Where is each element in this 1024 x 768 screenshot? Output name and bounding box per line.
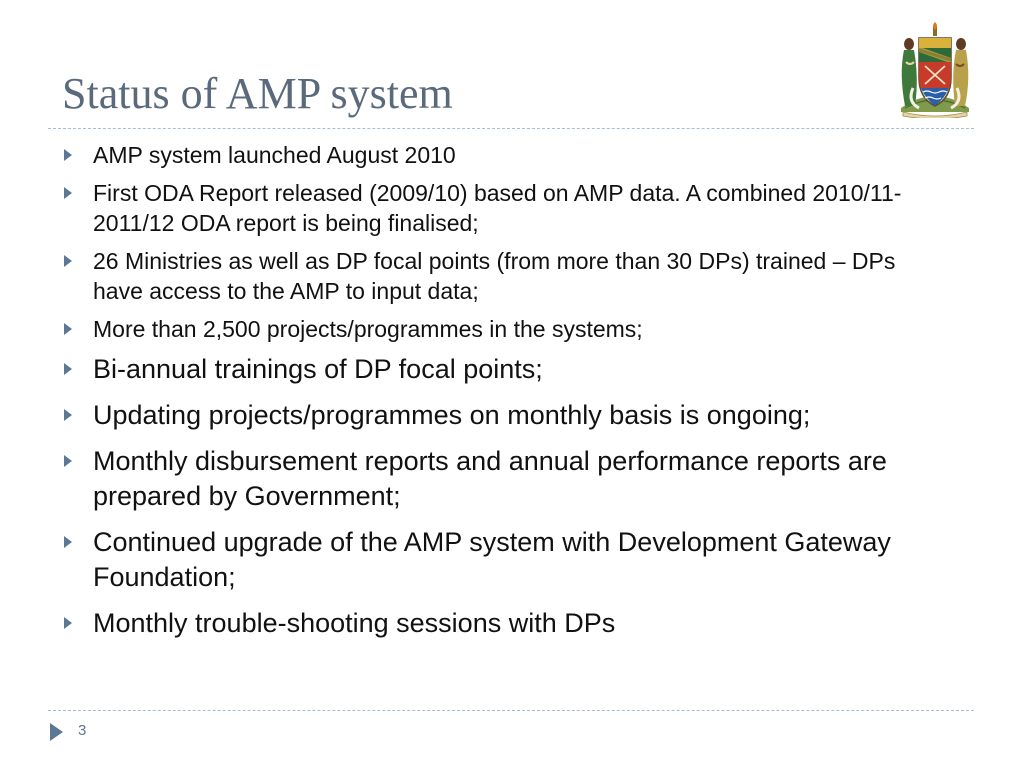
bullet-item [62,606,942,641]
title-divider [48,128,974,129]
bullet-arrow-icon [64,455,72,467]
bullet-item [62,352,942,387]
bullet-text: Updating projects/programmes on monthly basis is ongoing; [93,400,811,430]
bullet-text: More than 2,500 projects/programmes in the systems; [93,316,643,342]
bullet-text: 26 Ministries as well as DP focal points (from more than 30 DPs) trained – DPs have access to the AMP to input data; [93,248,896,304]
bullet-text: Monthly disbursement reports and annual performance reports are prepared by Government; [93,446,887,511]
bullet-text: Monthly trouble-shooting sessions with DPs [93,608,616,638]
bullet-item [62,246,942,306]
bullet-item [62,444,942,514]
bullet-text: Bi-annual trainings of DP focal points; [93,354,543,384]
bullet-arrow-icon [64,617,72,629]
bullet-item [62,178,942,238]
bullet-text: First ODA Report released (2009/10) based on AMP data. A combined 2010/11-2011/12 ODA report is being finalised; [93,180,902,236]
bullet-arrow-icon [64,409,72,421]
bullet-item [62,398,942,433]
bullet-arrow-icon [64,149,72,161]
bullet-arrow-icon [64,323,72,335]
bullet-list [62,140,942,652]
bullet-arrow-icon [64,187,72,199]
slide-title: Status of AMP system [62,69,453,118]
coat-of-arms-emblem-icon [895,22,975,118]
bullet-text: AMP system launched August 2010 [93,142,456,168]
bullet-text: Continued upgrade of the AMP system with Development Gateway Foundation; [93,527,891,592]
footer-divider [48,710,974,711]
bullet-item [62,140,942,170]
bullet-item [62,314,942,344]
bullet-arrow-icon [64,536,72,548]
page-number: 3 [78,722,87,739]
bullet-item [62,525,942,595]
footer-arrow-icon [50,723,63,741]
bullet-arrow-icon [64,363,72,375]
bullet-arrow-icon [64,255,72,267]
